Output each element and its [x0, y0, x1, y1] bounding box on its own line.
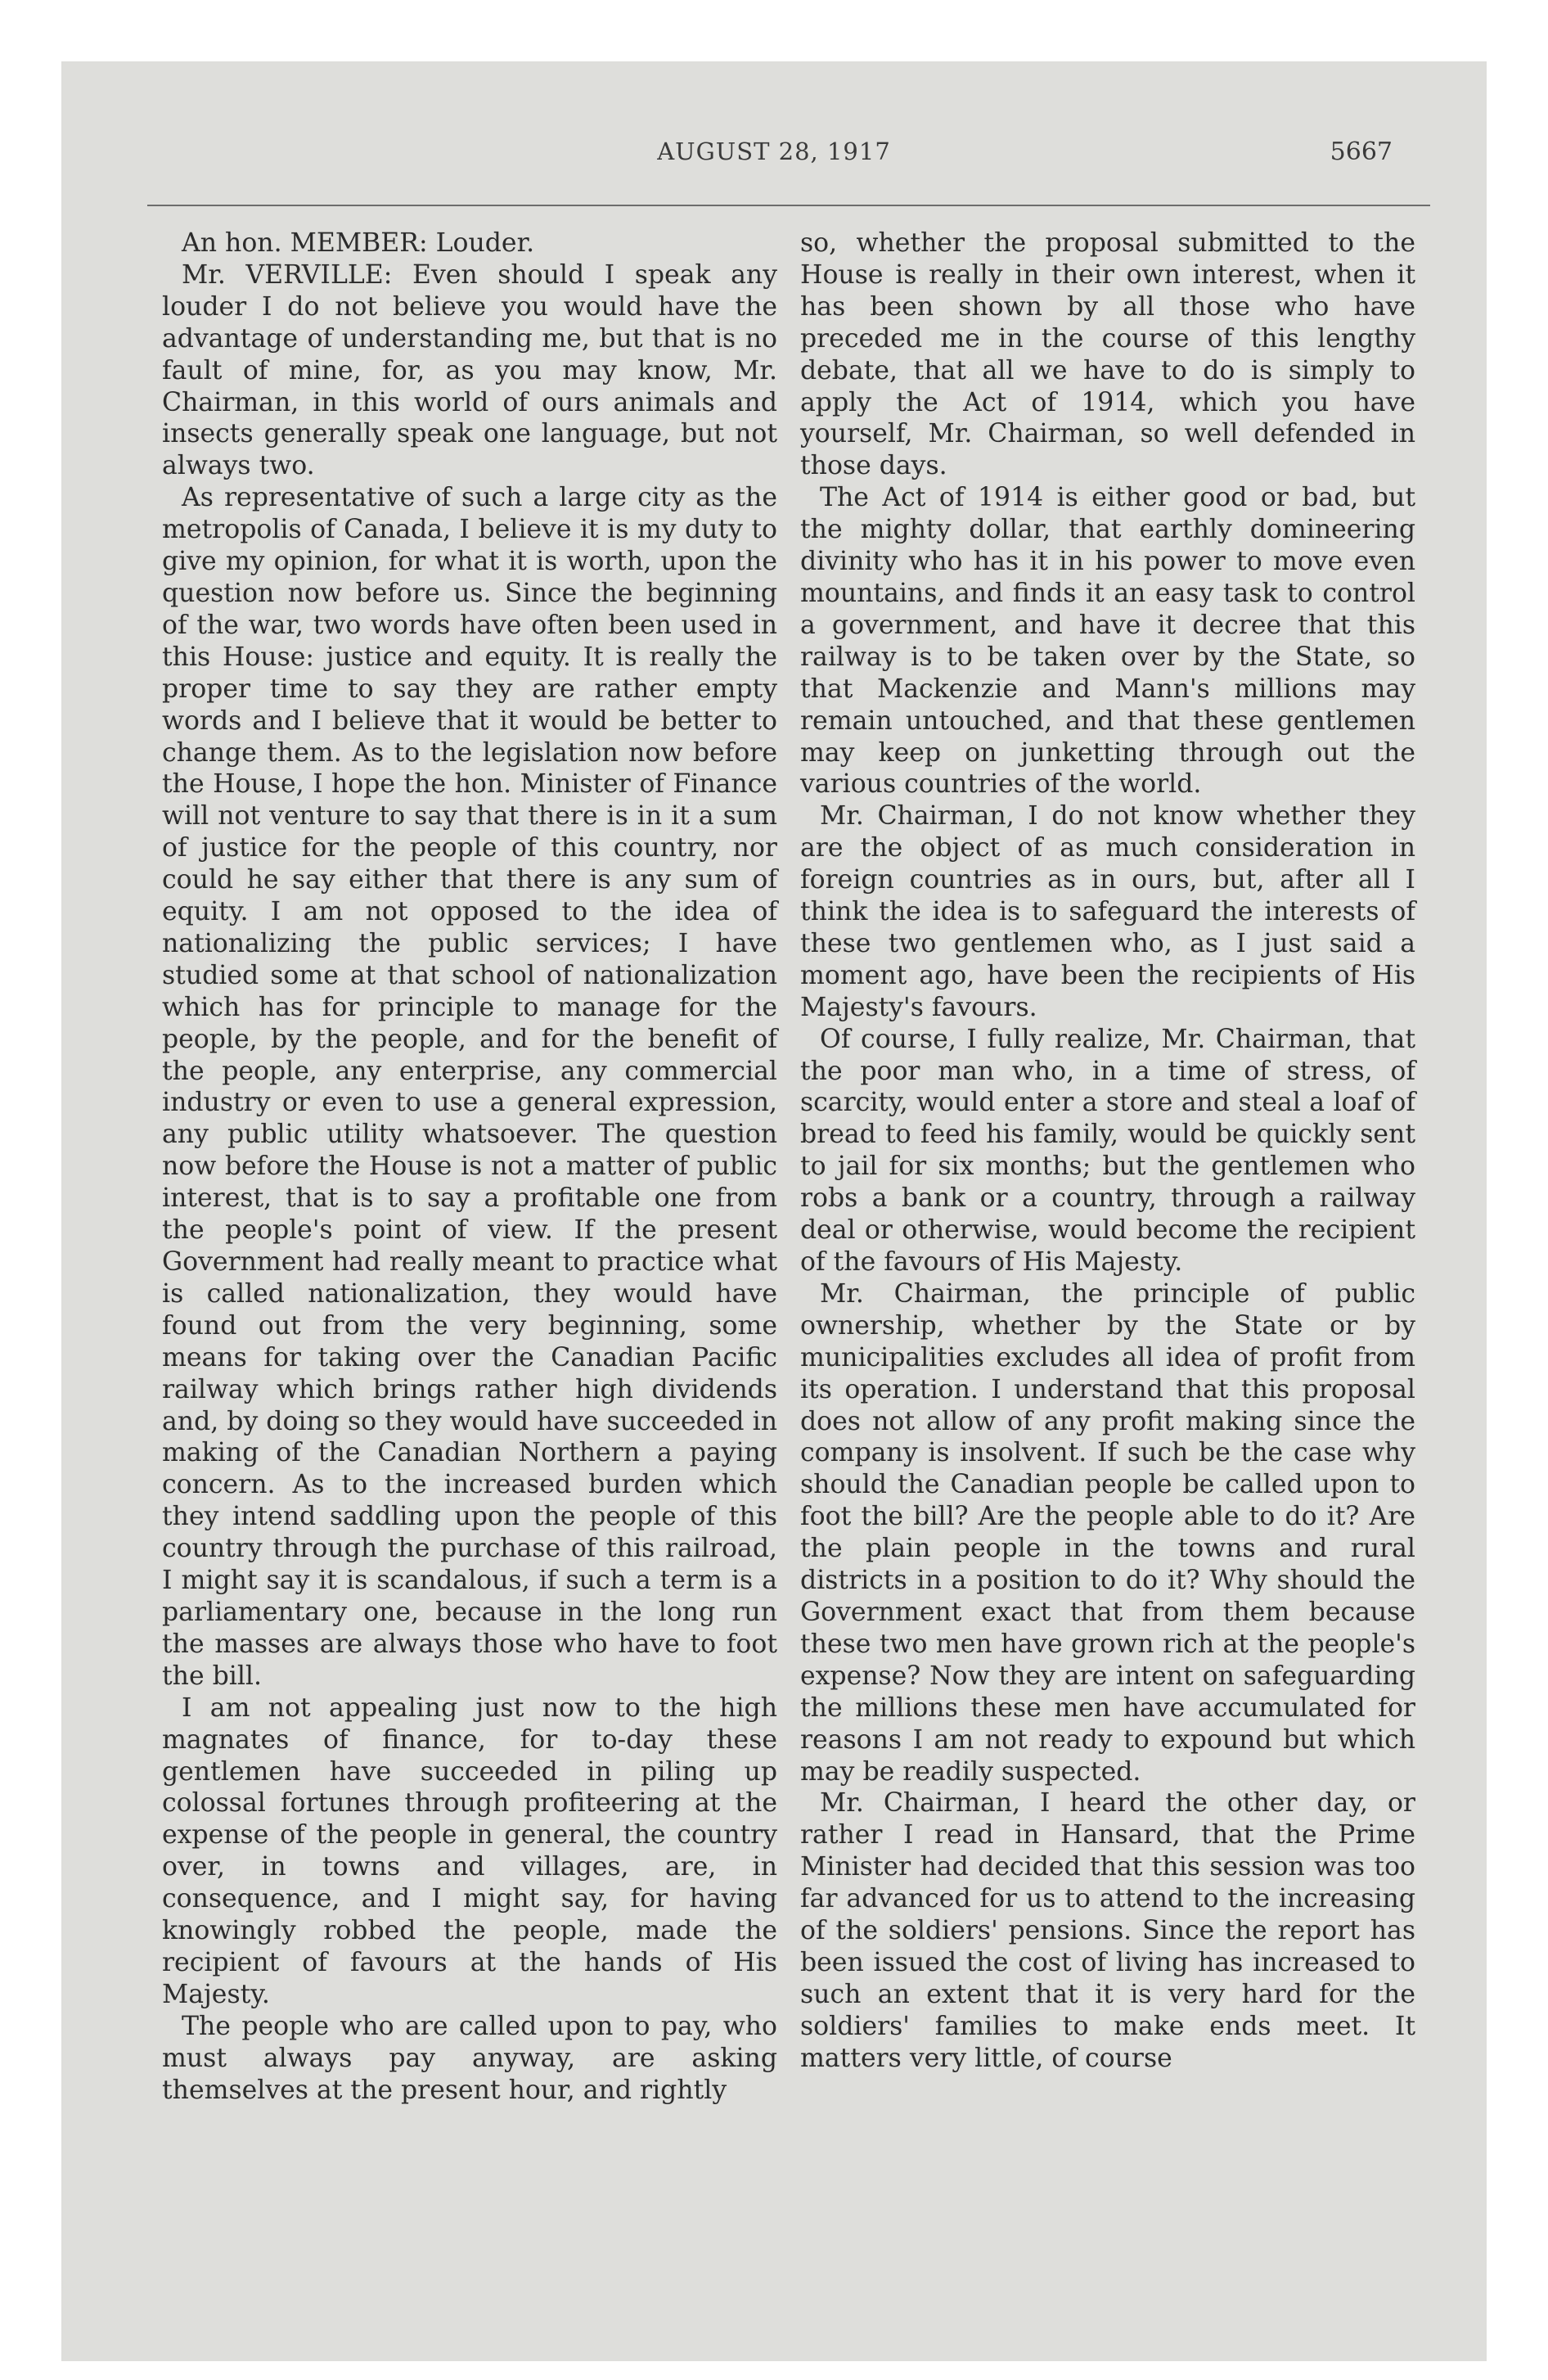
paragraph: Mr. VERVILLE: Even should I speak any louder I do not believe you would have the advantage of understanding me, but that is no fault of mine, for, as you may know, Mr. Chairman, in this world of ours animals and insects generally speak one language, but not always two.	[162, 259, 777, 481]
page-number: 5667	[1330, 137, 1393, 166]
paragraph: Mr. Chairman, the principle of public ownership, whether by the State or by municipalities excludes all idea of profit from its operation. I understand that this proposal does not allow of any profit making since the company is insolvent. If such be the case why should the Canadian people be called upon to foot the bill? Are the people able to do it? Are the plain people in the towns and rural districts in a position to do it? Why should the Government exact that from them because these two men have grown rich at the people's expense? Now they are intent on safeguarding the millions these men have accumulated for reasons I am not ready to expound but which may be readily suspected.	[800, 1278, 1415, 1787]
paragraph: The Act of 1914 is either good or bad, but the mighty dollar, that earthly domineering divinity who has it in his power to move even mountains, and finds it an easy task to control a government, and have it decree that this railway is to be taken over by the State, so that Mackenzie and Mann's millions may remain untouched, and that these gentlemen may keep on junketting through out the various countries of the world.	[800, 483, 1415, 800]
running-head	[0, 137, 1548, 178]
paragraph: As representative of such a large city as the metropolis of Canada, I believe it is my duty to give my opinion, for what it is worth, upon the question now before us. Since the beginning of the war, two words have often been used in this House: justice and equity. It is really the proper time to say they are rather empty words and I believe that it would be better to change them. As to the legislation now before the House, I hope the hon. Minister of Finance will not venture to say that there is in it a sum of justice for the people of this country, nor could he say either that there is any sum of equity. I am not opposed to the idea of nationalizing the public services; I have studied some at that school of nationalization which has for principle to manage for the people, by the people, and for the benefit of the people, any enterprise, any commercial industry or even to use a general expression, any public utility whatsoever. The question now before the House is not a matter of public interest, that is to say a profitable one from the people's point of view. If the present Government had really meant to practice what is called nationalization, they would have found out from the very beginning, some means for taking over the Canadian Pacific railway which brings rather high dividends and, by doing so they would have succeeded in making of the Canadian Northern a paying concern. As to the increased burden which they intend saddling upon the people of this country through the purchase of this railroad, I might say it is scandalous, if such a term is a parliamentary one, because in the long run the masses are always those who have to foot the bill.	[162, 483, 777, 1691]
header-rule	[147, 205, 1430, 206]
paragraph: Mr. Chairman, I do not know whether they are the object of as much consideration in foreign countries as in ours, but, after all I think the idea is to safeguard the interests of these two gentlemen who, as I just said a moment ago, have been the recipients of His Majesty's favours.	[800, 801, 1415, 1022]
paragraph: I am not appealing just now to the high magnates of finance, for to-day these gentlemen have succeeded in piling up colossal fortunes through profiteering at the expense of the people in general, the country over, in towns and villages, are, in consequence, and I might say, for having knowingly robbed the people, made the recipient of favours at the hands of His Majesty.	[162, 1693, 777, 2009]
left-column	[162, 228, 777, 2106]
page-date: AUGUST 28, 1917	[657, 137, 891, 165]
paragraph: The people who are called upon to pay, who must always pay anyway, are asking themselves at the present hour, and rightly	[162, 2011, 777, 2105]
paragraph: so, whether the proposal submitted to the House is really in their own interest, when it has been shown by all those who have preceded me in the course of this lengthy debate, that all we have to do is simply to apply the Act of 1914, which you have yourself, Mr. Chairman, so well defended in those days.	[800, 228, 1415, 481]
paragraph: An hon. MEMBER: Louder.	[182, 228, 535, 258]
paragraph: Mr. Chairman, I heard the other day, or rather I read in Hansard, that the Prime Minister had decided that this session was too far advanced for us to attend to the increasing of the soldiers' pensions. Since the report has been issued the cost of living has increased to such an extent that it is very hard for the soldiers' families to make ends meet. It matters very little, of course	[800, 1788, 1415, 2073]
right-column	[800, 228, 1415, 2075]
paragraph: Of course, I fully realize, Mr. Chairman, that the poor man who, in a time of stress, of scarcity, would enter a store and steal a loaf of bread to feed his family, would be quickly sent to jail for six months; but the gentlemen who robs a bank or a country, through a railway deal or otherwise, would become the recipient of the favours of His Majesty.	[800, 1024, 1415, 1277]
